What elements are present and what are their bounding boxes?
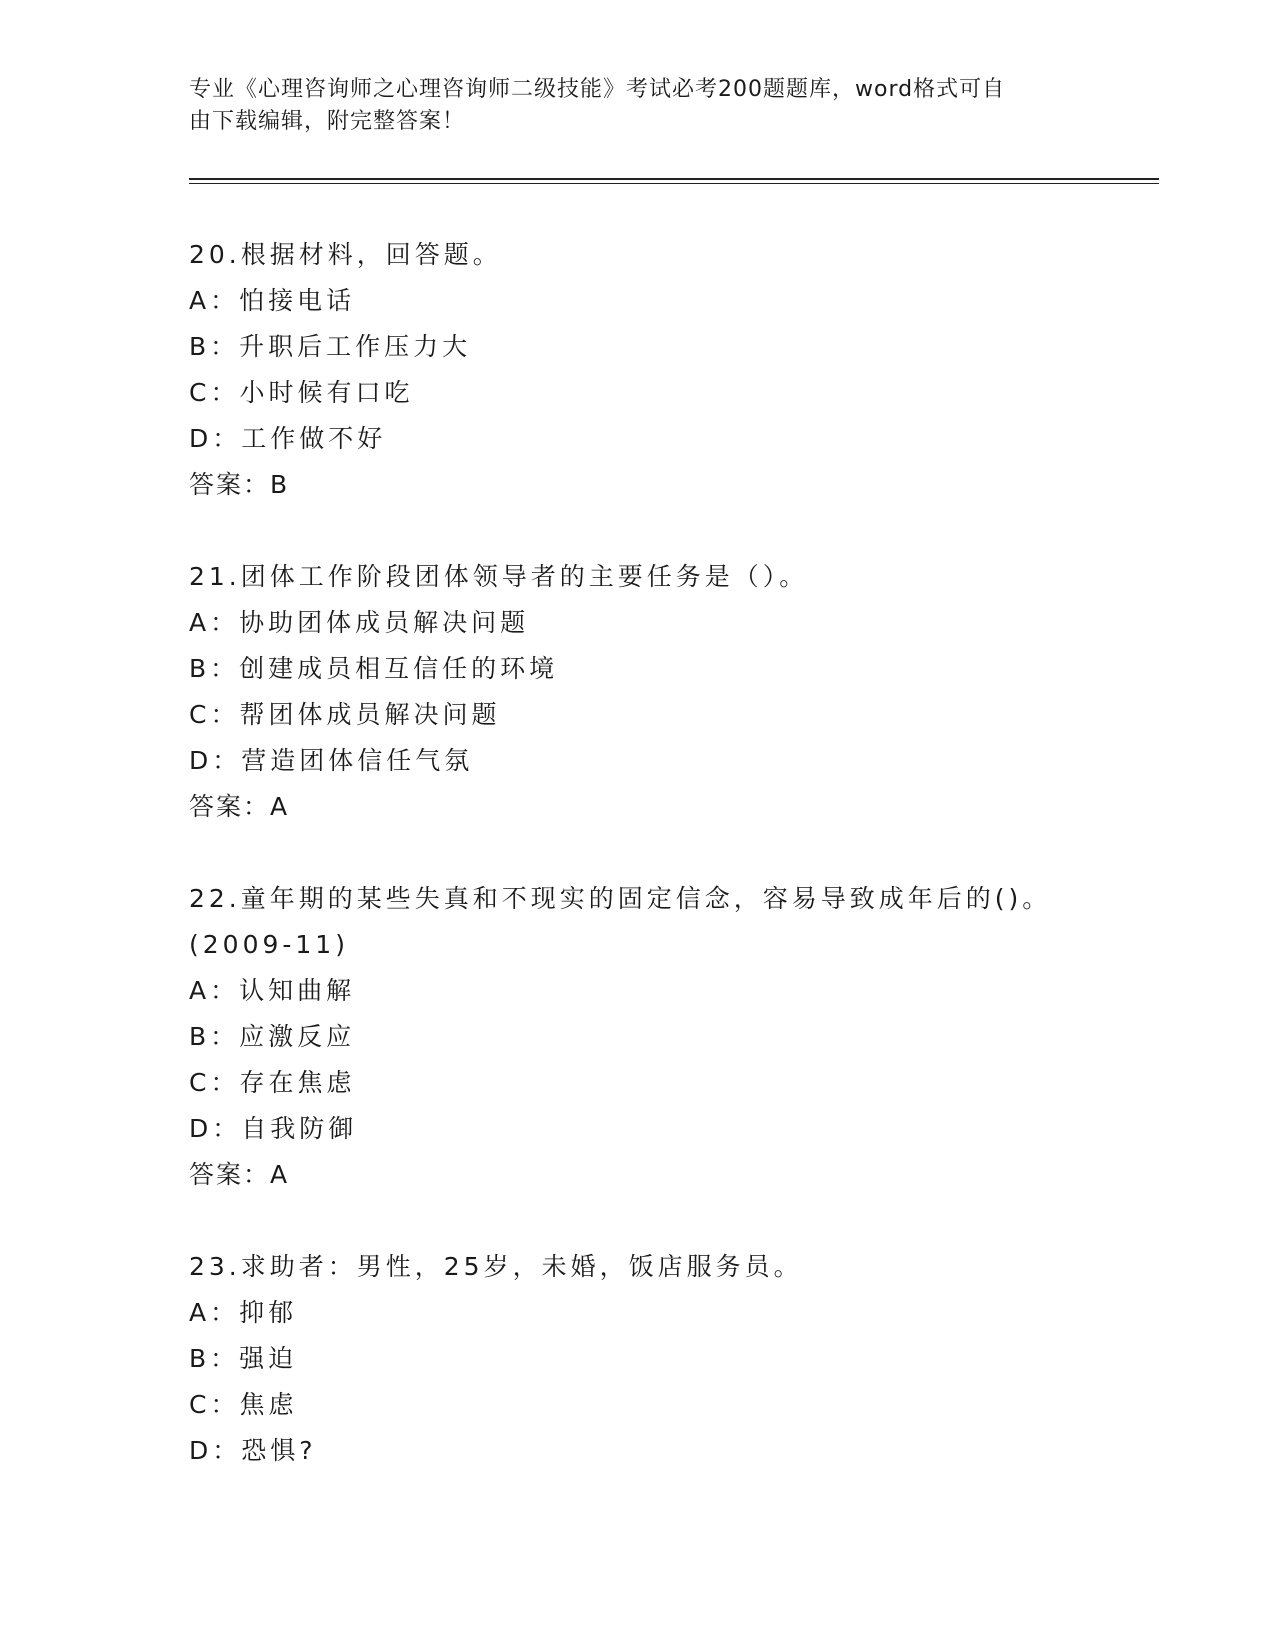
option-c: C：存在焦虑: [189, 1068, 356, 1097]
option-c: C：帮团体成员解决问题: [189, 700, 501, 729]
option-d: D：自我防御: [189, 1114, 358, 1143]
header-line-2: 由下载编辑，附完整答案！: [189, 109, 466, 134]
answer-text: 答案：B: [189, 470, 290, 499]
question-text-continued: (2009-11): [189, 930, 349, 959]
option-d: D：恐惧?: [189, 1436, 317, 1465]
question-text: 23.求助者：男性，25岁，未婚，饭店服务员。: [189, 1252, 803, 1281]
question-text: 22.童年期的某些失真和不现实的固定信念，容易导致成年后的()。: [189, 884, 1052, 913]
option-a: A：怕接电话: [189, 286, 356, 315]
question-item: [189, 1244, 1159, 1474]
question-list: [189, 232, 1159, 1520]
option-a: A：认知曲解: [189, 976, 356, 1005]
option-b: B：应激反应: [189, 1022, 356, 1051]
header-line-1: 专业《心理咨询师之心理咨询师二级技能》考试必考200题题库，word格式可自: [189, 77, 1006, 102]
option-b: B：强迫: [189, 1344, 298, 1373]
question-text: 20.根据材料，回答题。: [189, 240, 502, 269]
question-item: [189, 232, 1159, 508]
header-divider-thick: [189, 178, 1159, 180]
option-b: B：升职后工作压力大: [189, 332, 472, 361]
question-item: [189, 876, 1159, 1198]
option-c: C：小时候有口吃: [189, 378, 414, 407]
header-divider-thin: [189, 183, 1159, 184]
option-a: A：协助团体成员解决问题: [189, 608, 530, 637]
option-b: B：创建成员相互信任的环境: [189, 654, 559, 683]
option-d: D：营造团体信任气氛: [189, 746, 474, 775]
answer-text: 答案：A: [189, 1160, 290, 1189]
question-item: [189, 554, 1159, 830]
option-c: C：焦虑: [189, 1390, 298, 1419]
option-d: D：工作做不好: [189, 424, 387, 453]
question-text: 21.团体工作阶段团体领导者的主要任务是（）。: [189, 562, 809, 591]
option-a: A：抑郁: [189, 1298, 298, 1327]
document-header: [189, 74, 1069, 138]
answer-text: 答案：A: [189, 792, 290, 821]
